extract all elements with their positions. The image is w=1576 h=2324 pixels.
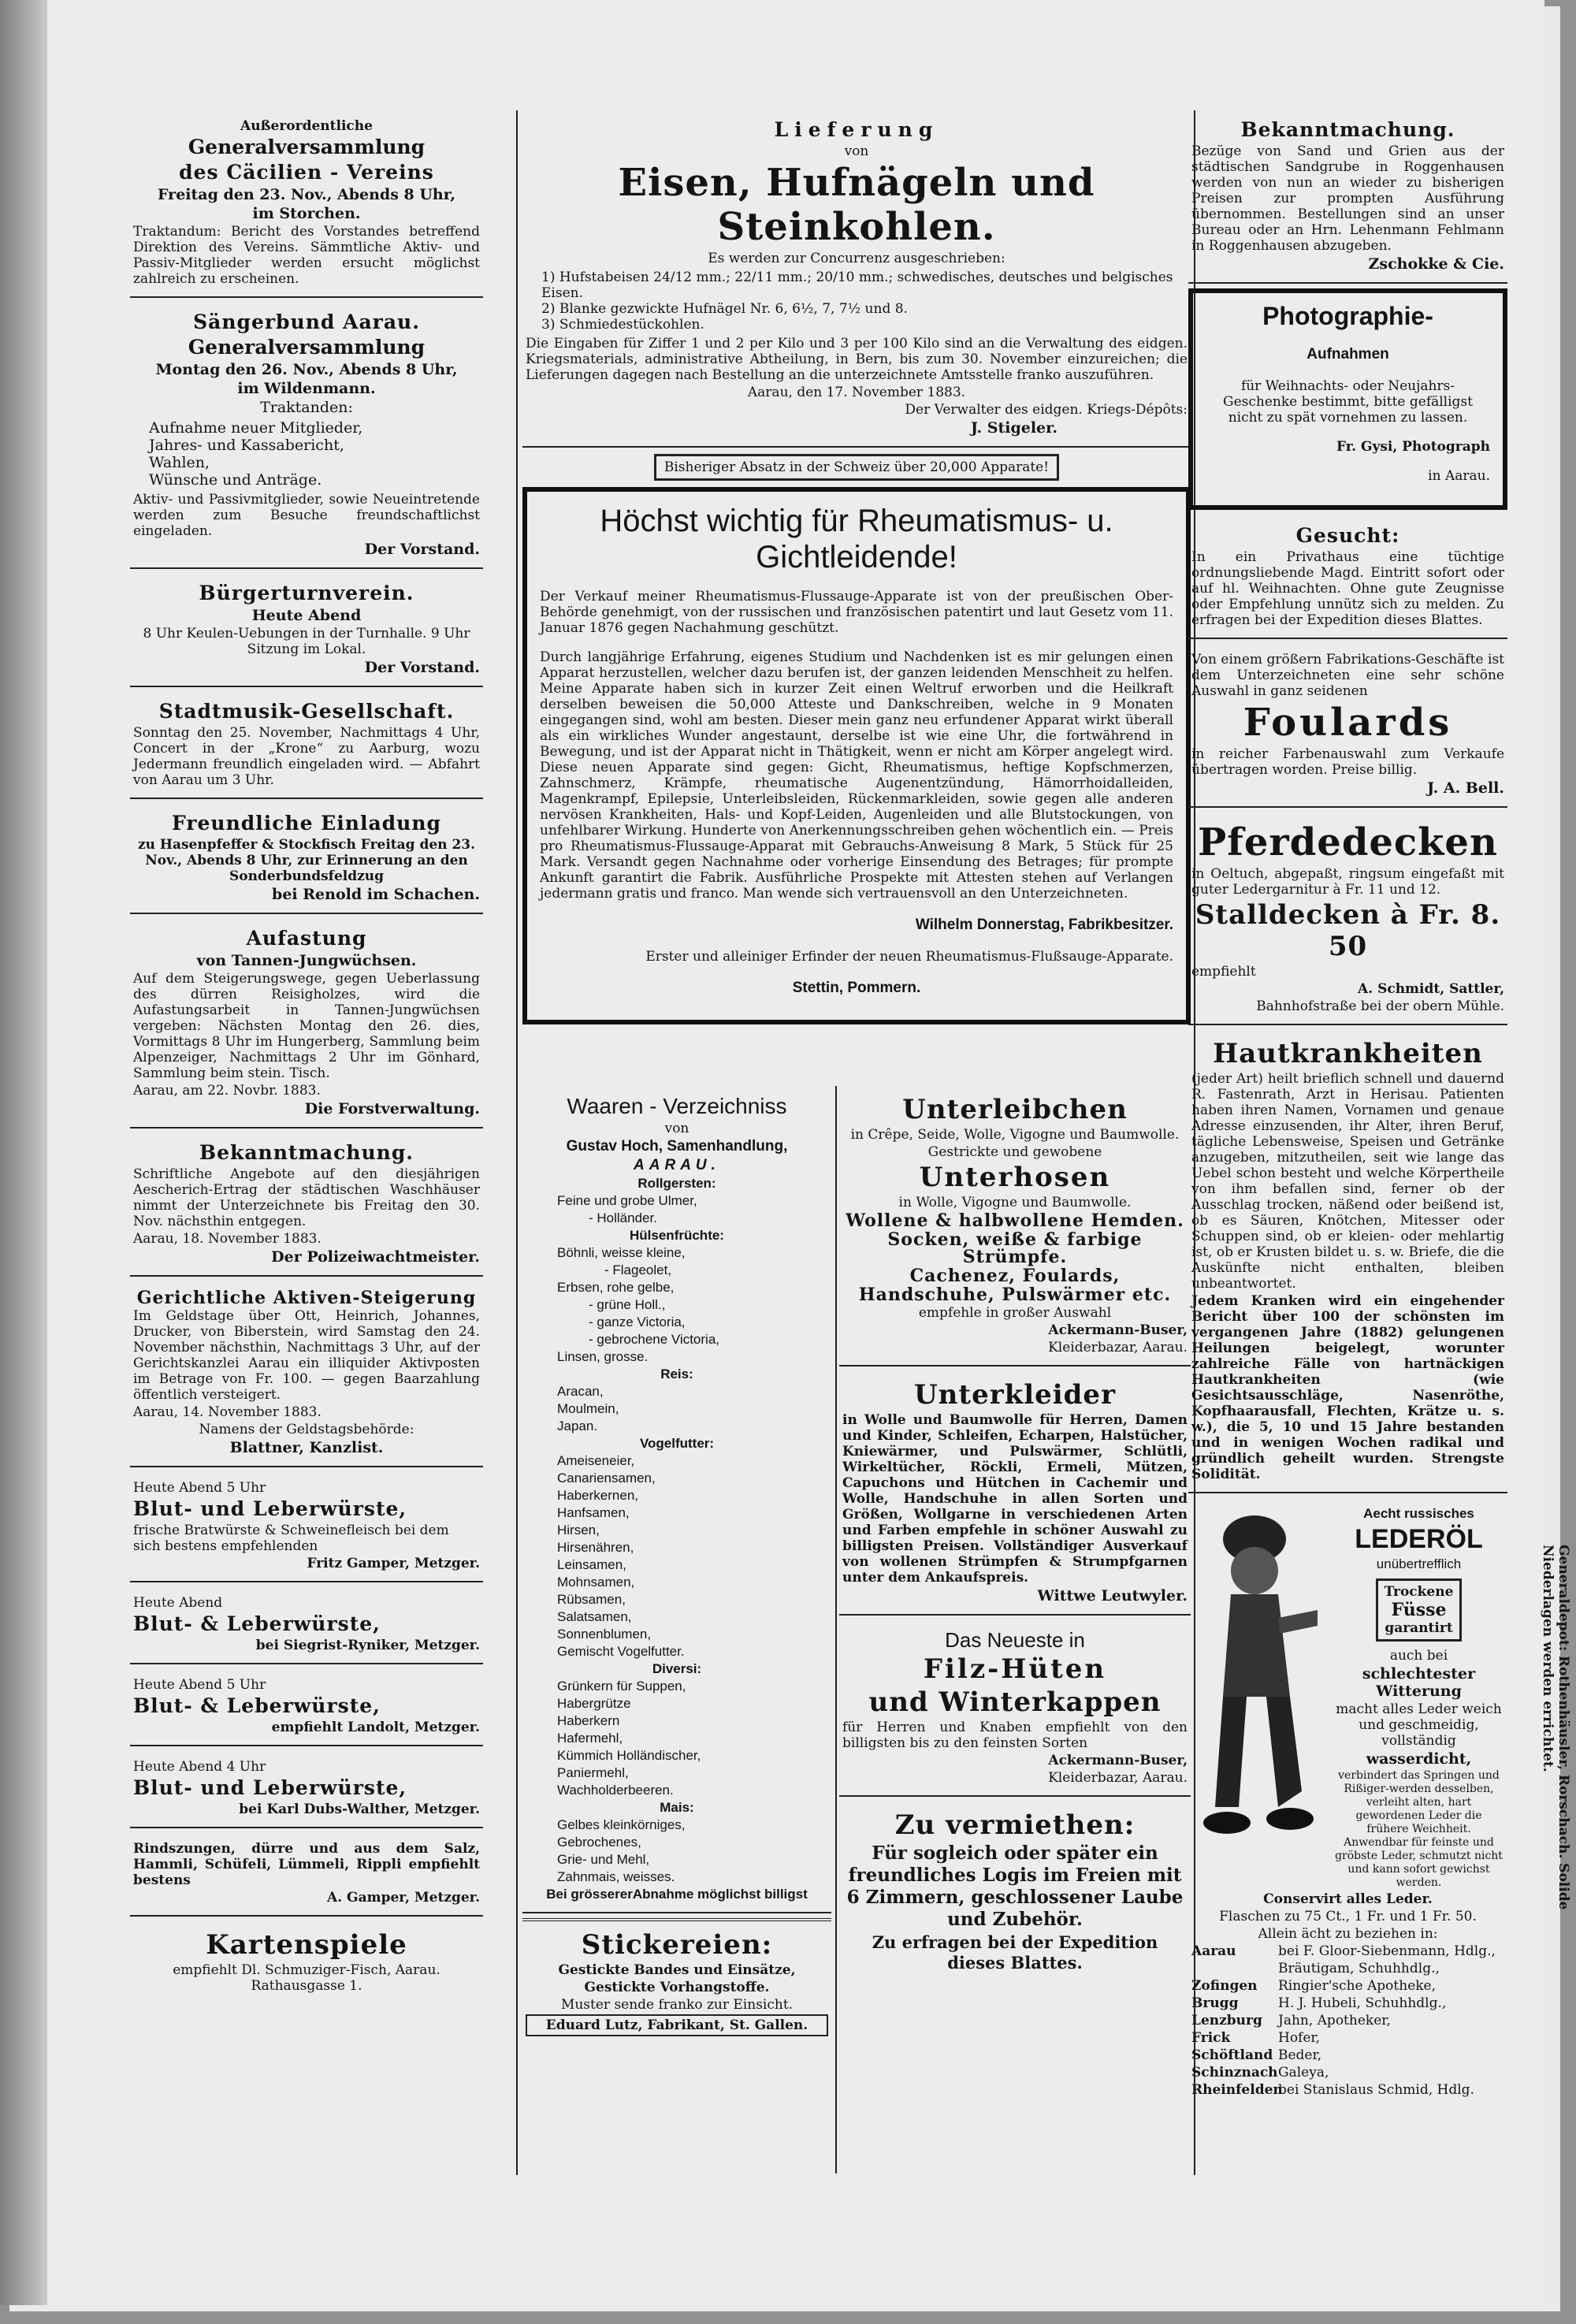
ad-body: empfiehlt — [1191, 964, 1256, 980]
place-shop: Bräutigam, Schuhhdlg., — [1278, 1961, 1440, 1976]
ad-pre: Heute Abend — [133, 1595, 223, 1611]
goods-item: Kümmich Holländischer, — [557, 1748, 701, 1763]
ad-city: AARAU. — [634, 1157, 720, 1173]
list-item: 1) Hufstabeisen 24/12 mm.; 22/11 mm.; 20/10 mm.; schwedisches, deutsches und belgisches Eisen. — [541, 270, 1173, 301]
ad-signature: Ackermann-Buser, — [1048, 1322, 1188, 1338]
goods-item: Hafermehl, — [557, 1731, 623, 1746]
guarantee-line: garantirt — [1385, 1620, 1453, 1636]
ad-title: Blut- und Leberwürste, — [133, 1776, 407, 1799]
goods-item: - grüne Holl., — [589, 1297, 666, 1312]
ad-signature: empfiehlt Landolt, Metzger. — [271, 1720, 480, 1735]
column-center-right — [839, 1086, 1191, 1987]
place-town: Schinznach — [1191, 2065, 1278, 2080]
ad-signature: bei Siegrist-Ryniker, Metzger. — [255, 1638, 480, 1653]
ad-signature: Wittwe Leutwyler. — [1037, 1587, 1188, 1604]
ad-signature: Zschokke & Cie. — [1368, 255, 1504, 273]
goods-group-head: Diversi: — [652, 1661, 702, 1676]
goods-item: Moulmein, — [557, 1401, 619, 1416]
ad-date: Freitag den 23. Nov., Abends 8 Uhr, — [158, 186, 455, 203]
ad-body: Gestickte Vorhangstoffe. — [584, 1980, 770, 1995]
ad-lieferung — [522, 110, 1191, 448]
goods-item: Hirsenähren, — [557, 1540, 634, 1555]
ad-kicker: Lieferung — [774, 118, 939, 141]
cobbler-illustration — [1191, 1508, 1325, 1878]
place-shop: H. J. Hubeli, Schuhhdlg., — [1278, 1995, 1447, 2011]
ad-signature: in Aarau. — [1428, 468, 1490, 484]
ad-body: Für sogleich oder später ein freundliches Logis im Freien mit 6 Zimmern, geschlossener Laube und Zubehör. — [846, 1842, 1184, 1930]
ad-waaren-verzeichniss — [522, 1086, 831, 1913]
place-town: Brugg — [1191, 1995, 1239, 2011]
place-town: Rheinfelden — [1191, 2082, 1283, 2098]
goods-item: Haberkern — [557, 1713, 620, 1728]
ad-date: Aarau, 14. November 1883. — [133, 1404, 322, 1420]
goods-group-head: Hülsenfrüchte: — [630, 1228, 724, 1243]
list-item: Wünsche und Anträge. — [149, 471, 322, 489]
ad-title: Gesucht: — [1295, 524, 1400, 547]
ad-body: Durch langjährige Erfahrung, eigenes Studium und Nachdenken ist es mir gelungen einen Apparat herzustellen, welcher dazu berufen ist, der ganzen leidenden Menschheit zu helfen. Meine Apparate haben sich in kurzer Zeit einen Weltruf erworben und die Heilkraft derselben beweisen die 50,000 Atteste und Dankschreiben, welche in 9 Monaten eingegangen sind, wohl am besten. Dieser mein ganz neu erfundener Apparat wirkt überall als ein wirkliches Wunder angestaunt, derselbe ist wie eine Uhr, die fortwährend in Bewegung, und ist der Apparat nicht in Thätigkeit, wenn er nicht am Körper angelegt wird. Diese neuen Apparate sind gegen: Gicht, Rheumatismus, heftige Kopfschmerzen, Zahnschmerz, Krämpfe, rheumatische Augenentzündung, Hämorrhoidalleiden, Magenkrampf, Epilepsie, Unterleibsleiden, Rückenmarkleiden, sowie gegen alle anderen nervösen Krankheiten, Hals- und Kopf-Leiden, Augenleiden und alle Blutstockungen, von unfehlbarer Wirkung. Hunderte von Anerkennungsschreiben gehen wöchentlich ein. — Preis pro Rheumatismus-Flussauge-Apparat mit Gebrauchs-Anweisung 8 Mark, 5 Stück für 25 Mark. Versandt gegen Nachnahme oder vorherige Einsendung des Betrages; für prompte Ankunft garantirt die Fabrik. Ausführliche Prospekte mit Attesten stehen auf Verlangen jedermann gratis und franco. Man wende sich vertrauensvoll an den Unterzeichneten. — [540, 649, 1173, 902]
place-shop: Galeya, — [1278, 2065, 1329, 2080]
guarantee-line: Füsse — [1391, 1600, 1447, 1620]
ad-kicker: Außerordentliche — [240, 118, 373, 134]
ad-body: Aktiv- und Passivmitglieder, sowie Neueintretende werden zum Besuche freundschaftlichst eingeladen. — [133, 492, 480, 539]
ad-signature: Kleiderbazar, Aarau. — [1048, 1340, 1188, 1355]
ad-pre: Das Neueste in — [945, 1628, 1085, 1652]
ad-title: Gerichtliche Aktiven-Steigerung — [136, 1288, 477, 1308]
goods-item: Haberkernen, — [557, 1488, 639, 1503]
lederoel-vertical-text: Generaldepot: Rothenhäusler, Rorschach. Solide Niederlagen werden errichtet. — [1540, 1545, 1571, 1910]
ad-body: Schriftliche Angebote auf den diesjährigen Aescherich-Ertrag der städtischen Waschhäuser nimmt der Unterzeichnete bis Freitag den 30. Nov. nächsthin entgegen. — [133, 1166, 480, 1229]
ad-intro: Es werden zur Concurrenz ausgeschrieben: — [708, 251, 1005, 266]
goods-item: - gebrochene Victoria, — [589, 1332, 720, 1347]
ad-title: und Winterkappen — [868, 1686, 1162, 1718]
ad-von: von — [844, 143, 869, 159]
ad-line: wasserdicht, — [1366, 1750, 1472, 1768]
ad-body: empfiehlt Dl. Schmuziger-Fisch, Aarau. Rathausgasse 1. — [173, 1962, 440, 1994]
ad-title: Freundliche Einladung — [172, 812, 441, 835]
ad-signature: Wilhelm Donnerstag, Fabrikbesitzer. — [915, 917, 1173, 933]
ad-body: (jeder Art) heilt brieflich schnell und dauernd R. Fastenrath, Arzt in Herisau. Patienten haben ihren Namen, Vornamen und genaue Adresse einzusenden, ihr Alter, ihren Beruf, tägliche Lebensweise, Speisen und Getränke anzugeben, mitzutheilen, seit wie lange das Uebel schon besteht und welche Körpertheile von ihm befallen sind, ferner ob der Ausschlag trocken, näßend oder beißend ist, ob es Säuren, Knötchen, Mitesser oder Schuppen sind, ob er kleien- oder mehlartig ist, ob er Krusten bildet u. s. w. Briefe, die die Auskünfte nicht enthalten, bleiben unbeantwortet. — [1191, 1071, 1504, 1292]
goods-item: Böhnli, weisse kleine, — [557, 1245, 686, 1260]
ad-title: Aufastung — [246, 927, 367, 950]
ad-signature: Ackermann-Buser, — [1048, 1753, 1188, 1768]
ad-filzhueten — [839, 1620, 1191, 1797]
ad-pre: Heute Abend 4 Uhr — [133, 1759, 266, 1775]
ad-body: frische Bratwürste & Schweinefleisch bei dem sich bestens empfehlenden — [133, 1523, 449, 1554]
ad-line: Wollene & halbwollene Hemden. — [846, 1210, 1184, 1231]
ad-title: Bekanntmachung. — [1240, 118, 1455, 141]
ad-pferdedecken — [1188, 812, 1507, 1025]
ad-line: in Wolle, Vigogne und Baumwolle. — [898, 1195, 1132, 1210]
goods-item: Ameiseneier, — [557, 1453, 635, 1468]
ad-body: Bezüge von Sand und Grien aus der städtischen Sandgrube in Roggenhausen werden von nun an wieder zu bisherigen Preisen zur prompten Ausführung übernommen. Bestellungen sind an unser Bureau oder an Hrn. Lehenmann Fehlmann in Roggenhausen abzugeben. — [1191, 143, 1504, 254]
ad-title: Unterhosen — [919, 1162, 1111, 1193]
ad-title: Zu vermiethen: — [894, 1809, 1136, 1841]
goods-item: Rübsamen, — [557, 1592, 626, 1607]
ad-line: Handschuhe, Pulswärmer etc. — [858, 1285, 1172, 1305]
ad-title: Filz-Hüten — [923, 1653, 1107, 1685]
ad-line: auch bei — [1389, 1648, 1448, 1664]
goods-item: Paniermehl, — [557, 1765, 629, 1780]
ad-signature: Kleiderbazar, Aarau. — [1048, 1770, 1188, 1786]
place-shop: Ringier'sche Apotheke, — [1278, 1978, 1437, 1994]
ad-wurst-siegrist — [130, 1587, 483, 1664]
ad-title: Generalversammlung — [188, 336, 426, 359]
ad-bekanntmachung-sand — [1188, 110, 1507, 284]
ad-body: in Oeltuch, abgepaßt, ringsum eingefaßt mit guter Ledergarnitur à Fr. 11 und 12. — [1191, 866, 1504, 898]
ad-org: Sängerbund Aarau. — [193, 310, 420, 333]
list-item: Jahres- und Kassabericht, — [149, 437, 344, 454]
ad-wurst-dubs — [130, 1751, 483, 1828]
goods-group-head: Rollgersten: — [637, 1176, 716, 1191]
ad-von: von — [664, 1121, 690, 1136]
list-item: 3) Schmiedestückohlen. — [541, 317, 704, 333]
ad-wurst-landolt — [130, 1669, 483, 1746]
ad-body: für Herren und Knaben empfiehlt von den billigsten bis zu den feinsten Sorten — [842, 1720, 1188, 1751]
ad-pre: Heute Abend 5 Uhr — [133, 1677, 266, 1693]
ad-aufastung — [130, 919, 483, 1129]
ad-body: Rindszungen, dürre und aus dem Salz, Hammli, Schüfeli, Lümmeli, Rippli empfiehlt bestens — [133, 1841, 480, 1888]
ad-signature: Eduard Lutz, Fabrikant, St. Gallen. — [526, 2014, 828, 2036]
ad-rindszungen — [130, 1833, 483, 1917]
ad-line: Cachenez, Foulards, — [909, 1266, 1121, 1286]
list-item: Wahlen, — [149, 454, 210, 471]
ad-org: des Cäcilien - Vereins — [179, 161, 434, 184]
guarantee-box — [1376, 1578, 1463, 1642]
ad-body: in reicher Farbenauswahl zum Verkaufe übertragen worden. Preise billig. — [1191, 746, 1504, 778]
goods-group-head: Vogelfutter: — [639, 1436, 715, 1451]
ad-body: Die Eingaben für Ziffer 1 und 2 per Kilo und 3 per 100 Kilo sind an die Verwaltung des eidgen. Kriegsmaterials, administrative Abtheilung, in Bern, bis zum 30. November einzureichen; die Lieferungen dagegen nach Bestellung an die unterzeichnete Amtsstelle franko auszuführen. — [526, 336, 1188, 383]
ad-title: Kartenspiele — [206, 1929, 407, 1961]
ad-signature: J. A. Bell. — [1427, 779, 1504, 797]
ad-buergerturnverein — [130, 574, 483, 687]
ad-body: Muster sende franko zur Einsicht. — [560, 1997, 794, 2013]
ad-signature: Blattner, Kanzlist. — [229, 1439, 384, 1456]
ad-title: Pferdedecken — [1198, 820, 1498, 865]
ad-signature: Der Vorstand. — [364, 659, 480, 676]
ad-gesucht — [1188, 516, 1507, 639]
ad-title: Waaren - Verzeichniss — [567, 1094, 787, 1118]
goods-item: Hirsen, — [557, 1523, 600, 1538]
ad-pre: Heute Abend 5 Uhr — [133, 1480, 266, 1496]
ad-date: Aarau, 18. November 1883. — [133, 1231, 322, 1247]
goods-item: - ganze Victoria, — [589, 1314, 686, 1329]
ad-title: Photographie- — [1262, 302, 1433, 330]
ad-body: Gestickte Bandes und Einsätze, — [558, 1962, 796, 1978]
ad-lederoel — [1188, 1498, 1507, 2107]
ad-title: Unterkleider — [914, 1379, 1116, 1411]
ad-product-name: LEDERÖL — [1355, 1524, 1483, 1554]
ad-title: Bekanntmachung. — [199, 1141, 414, 1164]
ad-saengerbund — [130, 303, 483, 569]
ad-signature: Stettin, Pommern. — [792, 980, 921, 996]
ad-body: für Weihnachts- oder Neujahrs-Geschenke bestimmt, bitte gefälligst nicht zu spät vornehmen zu lassen. — [1223, 378, 1473, 426]
ad-title: Stalldecken à Fr. 8. 50 — [1195, 899, 1501, 962]
ad-body: Zu erfragen bei der Expedition dieses Blattes. — [872, 1932, 1158, 1973]
ad-date: Montag den 26. Nov., Abends 8 Uhr, — [155, 361, 458, 378]
guarantee-line: Trockene — [1384, 1584, 1454, 1600]
ad-kartenspiele — [130, 1921, 483, 2003]
column-center-left — [522, 1086, 831, 2051]
place-shop: Hofer, — [1278, 2030, 1321, 2046]
goods-item: Gemischt Vogelfutter. — [557, 1644, 685, 1659]
ad-unterleibchen — [839, 1086, 1191, 1367]
ad-sub: unübertrefflich — [1376, 1556, 1462, 1571]
ad-body: in Wolle und Baumwolle für Herren, Damen und Kinder, Schleifen, Echarpen, Halstücher, Kniewärmer, und Pulswärmer, Schlütli, Wirkeltücher, Röckli, Ermeli, Mützen, Capuchons und Hütchen in Cachemir und Wolle, Handschuhe in allen Sorten und Größen, Wollgarne in verschiedenen Arten und Farben empfehle in schöner Auswahl zu billigsten Preisen. Vollständiger Ausverkauf von wollenen Strümpfen & Strumpfgarnen unter dem Ankaufspreis. — [842, 1412, 1188, 1586]
ad-place: im Wildenmann. — [237, 380, 376, 397]
ad-stadtmusik — [130, 692, 483, 799]
goods-item: Linsen, grosse. — [557, 1349, 649, 1364]
ad-title: Generalversammlung — [188, 136, 426, 158]
column-rule — [835, 1086, 837, 2173]
ad-line: verbindert das Springen und Rißiger-werden desselben, verleiht alten, hart gewordenen Leder die frühere Weichheit. Anwendbar für feinste und gröbste Leder, schmutzt nicht und kann sofort gewichst werden. — [1335, 1769, 1503, 1889]
ad-line: schlechtester Witterung — [1362, 1665, 1476, 1700]
ad-body: zu Hasenpfeffer & Stockfisch Freitag den 23. Nov., Abends 8 Uhr, zur Erinnerung an den Sonderbundsfeldzug — [137, 837, 476, 884]
ad-price: Flaschen zu 75 Ct., 1 Fr. und 1 Fr. 50. — [1219, 1909, 1477, 1924]
ad-bekanntmachung-waschhaus — [130, 1133, 483, 1277]
ad-unterkleider — [839, 1371, 1191, 1616]
ad-sub: Heute Abend — [251, 607, 362, 624]
ad-title: Blut- und Leberwürste, — [133, 1497, 407, 1520]
ad-aktiven-steigerung — [130, 1281, 483, 1467]
ad-caecilien — [130, 110, 483, 298]
ad-body: Traktandum: Bericht des Vorstandes betreffend Direktion des Vereins. Sämmtliche Aktiv- und Passiv-Mitglieder werden ersucht möglichst zahlreich zu erscheinen. — [133, 224, 480, 287]
ad-body: Jedem Kranken wird ein eingehender Bericht über 100 der schönsten im vergangenen Jahre (1882) gelungenen Heilungen beigelegt, worunter zahlreiche Fälle von hartnäckigen Hautkrankheiten (wie Gesichtsausschläge, Nasenröthe, Kopfhaarausfall, Flechten, Krätze u. s. w.), die 5, 10 und 15 Jahre bestanden und in wenigen Wochen radikal und gründlich geheilt wurden. Strengste Solidität. — [1191, 1293, 1504, 1482]
ad-signature: Der Verwalter des eidgen. Kriegs-Dépôts: — [905, 402, 1188, 418]
ad-hautkrankheiten — [1188, 1030, 1507, 1493]
ad-signature: Namens der Geldstagsbehörde: — [199, 1422, 414, 1437]
list-item: 2) Blanke gezwickte Hufnägel Nr. 6, 6½, 7, 7½ und 8. — [541, 301, 908, 317]
ad-line: Gestrickte und gewobene — [927, 1144, 1102, 1160]
goods-item: Japan. — [557, 1419, 598, 1433]
goods-list — [557, 1176, 828, 1885]
goods-item: - Flageolet, — [604, 1262, 672, 1277]
ad-line: Socken, weiße & farbige Strümpfe. — [887, 1229, 1143, 1267]
goods-item: Hanfsamen, — [557, 1505, 630, 1520]
ad-title: Aecht russisches — [1363, 1506, 1474, 1521]
goods-item: Salatsamen, — [557, 1609, 632, 1624]
ad-body: Der Verkauf meiner Rheumatismus-Flussauge-Apparate ist von der preußischen Ober-Behörde genehmigt, von der russischen und französischen patentirt und laut Gesetz vom 11. Januar 1876 gegen Nachahmung geschützt. — [540, 589, 1173, 636]
ad-body: Auf dem Steigerungswege, gegen Ueberlassung des dürren Reisigholzes, wird die Aufastungsarbeit in Tannen-Jungwüchsen vergeben: Nächsten Montag den 26. dies, Vormittags 8 Uhr im Hungerberg, Sammlung beim Alpenzeiger, Nachmittags 2 Uhr im Gönhard, Sammlung beim stein. Tisch. — [133, 971, 480, 1081]
goods-item: Sonnenblumen, — [557, 1627, 652, 1642]
ad-title: Stadtmusik-Gesellschaft. — [158, 700, 455, 723]
ad-body: 8 Uhr Keulen-Uebungen in der Turnhalle. 9 Uhr Sitzung im Lokal. — [143, 626, 470, 657]
column-right — [1188, 110, 1507, 2112]
ad-signature: Die Forstverwaltung. — [304, 1100, 480, 1117]
ad-foulards — [1188, 644, 1507, 808]
column-left — [130, 110, 483, 2008]
goods-item: Erbsen, rohe gelbe, — [557, 1280, 675, 1295]
list-item: Aufnahme neuer Mitglieder, — [149, 419, 363, 437]
ad-title: Hautkrankheiten — [1213, 1038, 1483, 1069]
goods-item: Zahnmais, weisses. — [557, 1869, 675, 1884]
ad-signature: Erster und alleiniger Erfinder der neuen Rheumatismus-Flußsauge-Apparate. — [645, 949, 1173, 965]
ad-signature: A. Gamper, Metzger. — [327, 1890, 480, 1906]
place-town: Frick — [1191, 2030, 1231, 2046]
ad-title: Blut- & Leberwürste, — [133, 1612, 381, 1635]
ad-signature: bei Renold im Schachen. — [272, 886, 480, 903]
place-shop: Beder, — [1278, 2047, 1322, 2063]
ad-signature: A. Schmidt, Sattler, — [1358, 981, 1504, 997]
place-shop: bei F. Gloor-Siebenmann, Hdlg., — [1278, 1943, 1496, 1959]
ad-photographie — [1188, 288, 1507, 510]
ad-signature: bei Karl Dubs-Walther, Metzger. — [239, 1802, 480, 1817]
ad-title: Stickereien: — [581, 1929, 773, 1961]
ad-title: Höchst wichtig für Rheumatismus- u. Gichtleidende! — [600, 504, 1113, 574]
ad-title: Eisen, Hufnägeln und Steinkohlen. — [618, 161, 1095, 249]
goods-item: Gebrochenes, — [557, 1835, 641, 1850]
supply-list — [541, 270, 1188, 333]
goods-item: - Holländer. — [589, 1210, 657, 1225]
goods-item: Habergrütze — [557, 1696, 631, 1711]
ad-wurst-gamper — [130, 1472, 483, 1582]
place-shop: Jahn, Apotheker, — [1278, 2013, 1391, 2028]
goods-item: Wachholderbeeren. — [557, 1783, 674, 1798]
column-rule — [516, 110, 518, 2175]
ad-title: Unterleibchen — [902, 1094, 1128, 1125]
goods-group-head: Reis: — [660, 1367, 693, 1381]
ad-einladung — [130, 804, 483, 914]
ad-body: In ein Privathaus eine tüchtige ordnungsliebende Magd. Eintritt sofort oder auf hl. Weihnachten. Ohne gute Zeugnisse oder Empfehlung unnütz sich zu melden. Zu erfragen bei der Expedition dieses Blattes. — [1191, 549, 1504, 628]
ad-date: Aarau, am 22. Novbr. 1883. — [133, 1083, 321, 1099]
ad-signature: J. Stigeler. — [970, 419, 1058, 437]
ad-stickereien — [522, 1918, 831, 2046]
ad-title: Blut- & Leberwürste, — [133, 1694, 381, 1717]
place-town: Aarau — [1191, 1943, 1236, 1959]
goods-item: Leinsamen, — [557, 1557, 626, 1572]
agenda-list — [149, 419, 480, 489]
ad-date: Aarau, den 17. November 1883. — [747, 385, 966, 400]
place-town: Zofingen — [1191, 1978, 1258, 1994]
ad-title: Foulards — [1243, 701, 1453, 745]
ad-signature: Fr. Gysi, Photograph — [1336, 439, 1490, 455]
goods-item: Feine und grobe Ulmer, — [557, 1193, 697, 1208]
ad-body: Sonntag den 25. November, Nachmittags 4 Uhr, Concert in der „Krone“ zu Aarburg, wozu Jedermann freundlich eingeladen wird. — Abfahrt von Aarau um 3 Uhr. — [133, 725, 480, 788]
ad-signature: Der Polizeiwachtmeister. — [271, 1248, 480, 1266]
ad-vermiethen — [839, 1802, 1191, 1983]
ad-rheuma — [522, 487, 1191, 1024]
ad-line: in Crêpe, Seide, Wolle, Vigogne und Baumwolle. — [850, 1127, 1180, 1143]
ad-place: im Storchen. — [252, 205, 361, 222]
ad-sub: Aufnahmen — [1307, 346, 1389, 363]
ad-pre: Von einem größern Fabrikations-Geschäfte ist dem Unterzeichneten eine sehr schöne Auswahl in ganz seidenen — [1191, 652, 1504, 699]
goods-item: Grünkern für Suppen, — [557, 1679, 686, 1694]
ad-line: empfehle in großer Auswahl — [918, 1305, 1112, 1321]
ad-line: macht alles Leder weich und geschmeidig, vollständig — [1336, 1701, 1502, 1749]
scan-edge — [0, 0, 47, 2305]
ad-signature: Fritz Gamper, Metzger. — [307, 1556, 480, 1571]
rheuma-topline: Bisheriger Absatz in der Schweiz über 20,000 Apparate! — [654, 454, 1059, 481]
goods-item: Mohnsamen, — [557, 1575, 635, 1590]
ad-sales: Allein ächt zu beziehen in: — [1258, 1926, 1438, 1942]
ad-line: Conservirt alles Leder. — [1263, 1891, 1433, 1907]
goods-item: Canariensamen, — [557, 1471, 656, 1486]
goods-item: Aracan, — [557, 1384, 604, 1399]
ad-signature: Der Vorstand. — [364, 541, 480, 558]
ad-sub: von Tannen-Jungwüchsen. — [196, 952, 417, 969]
place-town: Schöftland — [1191, 2047, 1273, 2063]
rheuma-topline-wrap — [522, 454, 1191, 481]
ad-firm: Gustav Hoch, Samenhandlung, — [566, 1138, 788, 1155]
ad-title: Bürgerturnverein. — [199, 582, 414, 604]
place-town: Lenzburg — [1191, 2013, 1262, 2028]
ad-label: Traktanden: — [260, 399, 353, 416]
ad-footer: Bei grössererAbnahme möglichst billigst — [546, 1887, 808, 1902]
ad-signature: Bahnhofstraße bei der obern Mühle. — [1256, 998, 1504, 1014]
sales-points — [1191, 1943, 1504, 2098]
goods-item: Gelbes kleinkörniges, — [557, 1817, 686, 1832]
goods-item: Grie- und Mehl, — [557, 1852, 650, 1867]
ad-body: Im Geldstage über Ott, Heinrich, Johannes, Drucker, von Biberstein, wird Samstag den 24. November nächsthin, Nachmittags 3 Uhr, auf der Gerichtskanzlei Aarau ein illiquider Aktivposten im Betrage von Fr. 100. — gegen Baarzahlung öffentlich versteigert. — [133, 1308, 480, 1403]
column-center — [522, 110, 1191, 1031]
goods-group-head: Mais: — [660, 1800, 694, 1815]
place-shop: bei Stanislaus Schmid, Hdlg. — [1278, 2082, 1474, 2098]
